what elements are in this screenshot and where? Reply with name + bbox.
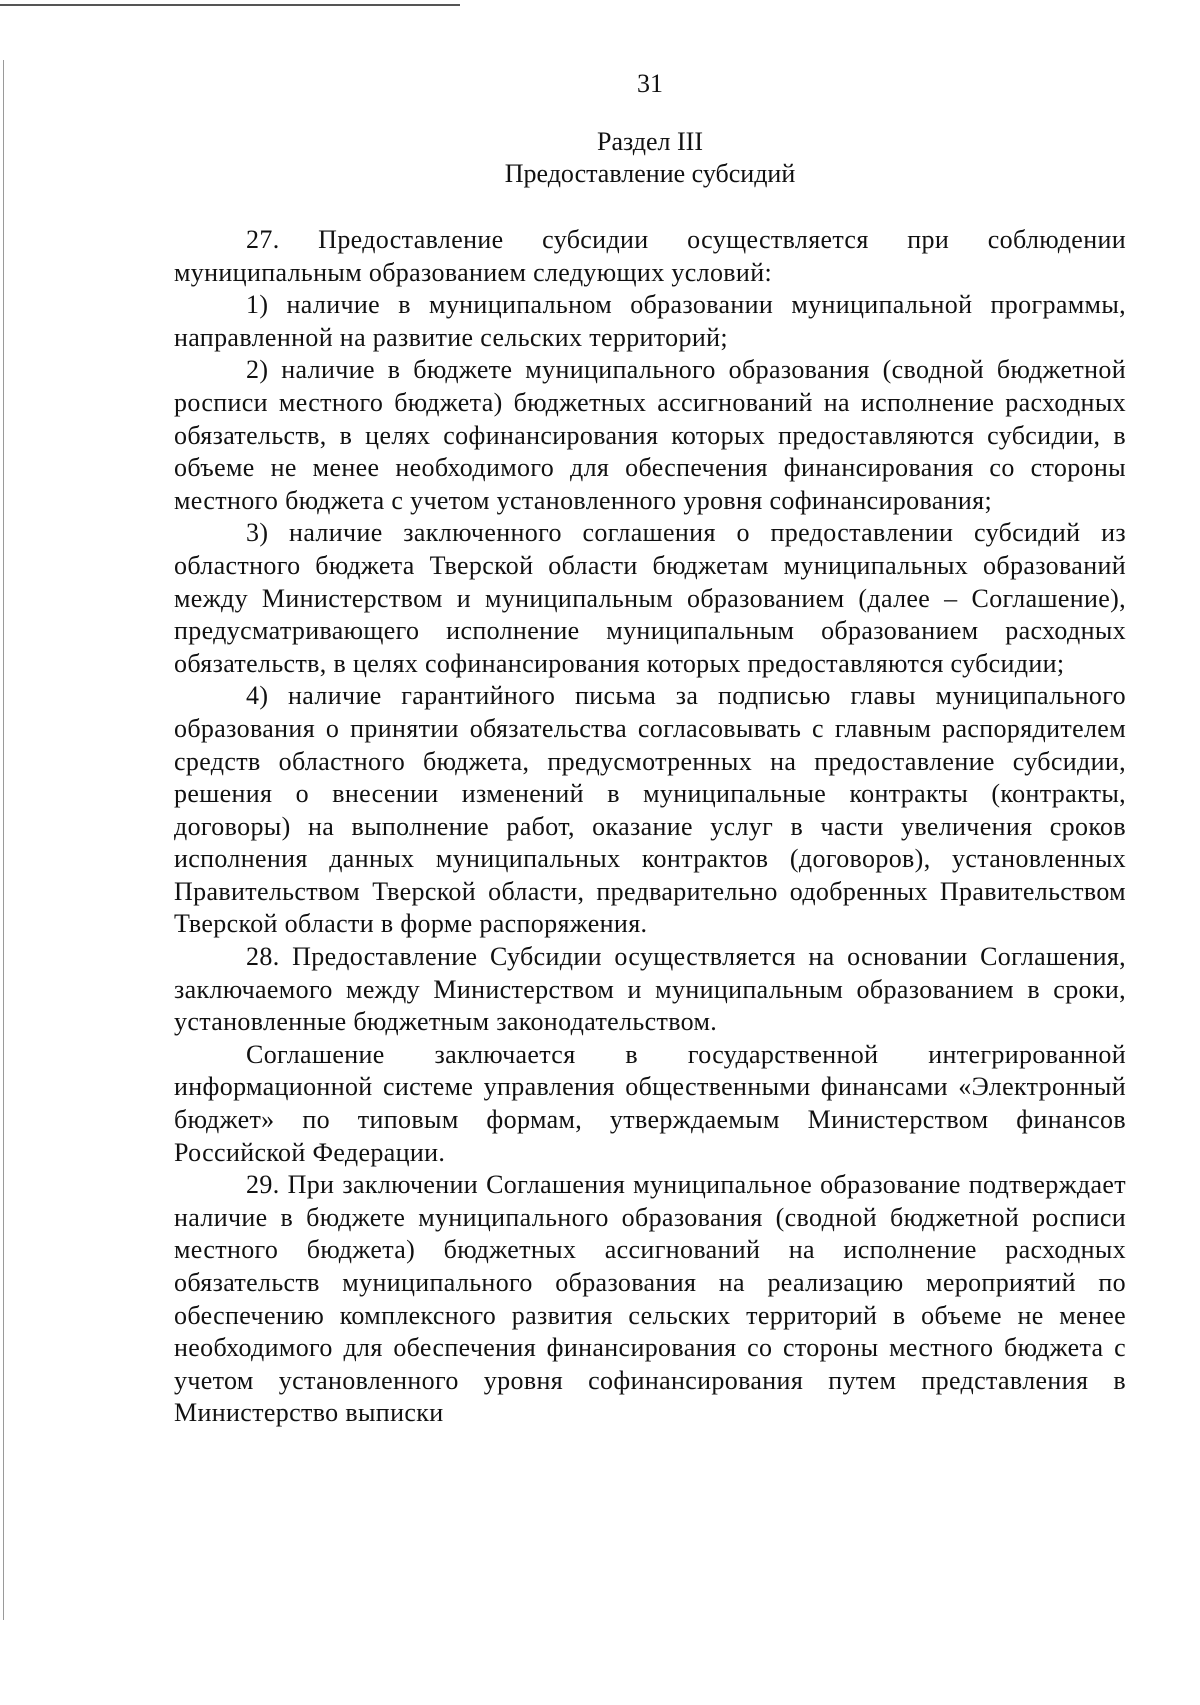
page-number: 31	[637, 69, 663, 98]
paragraph-27: 27. Предоставление субсидии осуществляется при соблюдении муниципальным образованием следующих условий:	[174, 225, 1126, 287]
document-page	[174, 68, 1126, 1430]
scan-edge-top	[0, 4, 460, 6]
condition-4: 4) наличие гарантийного письма за подписью главы муниципального образования о принятии обязательства согласовывать с главным распорядителем средств областного бюджета, предусмотренных на предоставление субсидии, решения о внесении изменений в муниципальные контракты (контракты, договоры) на выполнение работ, оказание услуг в части увеличения сроков исполнения данных муниципальных контрактов (договоров), установленных Правительством Тверской области, предварительно одобренных Правительством Тверской области в форме распоряжения.	[174, 681, 1126, 939]
section-heading: Раздел III	[596, 127, 704, 156]
section-title: Предоставление субсидий	[504, 159, 796, 188]
paragraph-28: 28. Предоставление Субсидии осуществляется на основании Соглашения, заключаемого между Министерством и муниципальным образованием в сроки, установленные бюджетным законодательством.	[174, 942, 1126, 1037]
condition-3: 3) наличие заключенного соглашения о предоставлении субсидий из областного бюджета Тверской области бюджетам муниципальных образований между Министерством и муниципальным образованием (далее – Соглашение), предусматривающего исполнение муниципальным образованием расходных обязательств, в целях софинансирования которых предоставляются субсидии;	[174, 518, 1126, 678]
condition-1: 1) наличие в муниципальном образовании муниципальной программы, направленной на развитие сельских территорий;	[174, 290, 1126, 352]
paragraph-29: 29. При заключении Соглашения муниципальное образование подтверждает наличие в бюджете муниципального образования (сводной бюджетной росписи местного бюджета) бюджетных ассигнований на исполнение расходных обязательств муниципального образования на реализацию мероприятий по обеспечению комплексного развития сельских территорий в объеме не менее необходимого для обеспечения финансирования со стороны местного бюджета с учетом установленного уровня софинансирования путем представления в Министерство выписки	[174, 1170, 1126, 1428]
scan-edge-left	[3, 60, 4, 1620]
paragraph-28-agreement: Соглашение заключается в государственной интегрированной информационной системе управления общественными финансами «Электронный бюджет» по типовым формам, утверждаемым Министерством финансов Российской Федерации.	[174, 1039, 1126, 1167]
condition-2: 2) наличие в бюджете муниципального образования (сводной бюджетной росписи местного бюджета) бюджетных ассигнований на исполнение расходных обязательств, в целях софинансирования которых предоставляются субсидии, в объеме не менее необходимого для обеспечения финансирования со стороны местного бюджета с учетом установленного уровня софинансирования;	[174, 355, 1126, 515]
